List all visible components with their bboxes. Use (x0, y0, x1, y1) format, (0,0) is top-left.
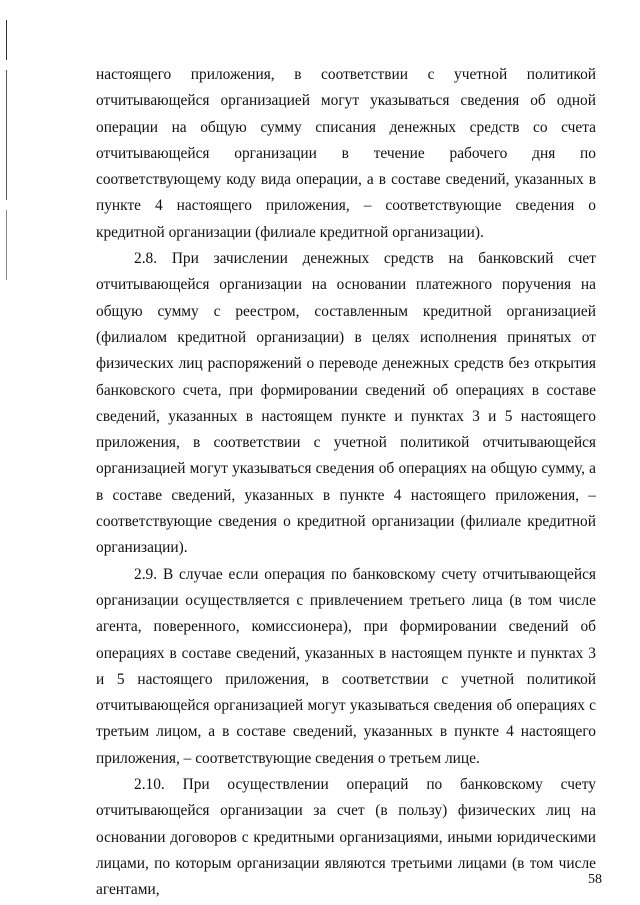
paragraph-text: При зачислении денежных средств на банковский счет отчитывающейся организации на основании платежного поручения на общую сумму с реестром, составленным кредитной организацией (филиалом кредитной организации) в целях исполнения принятых от физических лиц распоряжений о переводе денежных средств без открытия банковского счета, при формировании сведений об операциях в составе сведений, указанных в настоящем пункте и пунктах 3 и 5 настоящего приложения, в соответствии с учетной политикой отчитывающейся организацией могут указываться сведения об операциях на общую сумму, а в составе сведений, указанных в пункте 4 настоящего приложения, – соответствующие сведения о кредитной организации (филиале кредитной организации). (96, 250, 596, 557)
paragraph-continuation (96, 62, 596, 246)
paragraph-number: 2.8. (134, 250, 158, 268)
scan-margin-line (6, 210, 7, 280)
paragraph-2-8 (96, 246, 596, 562)
page-number: 58 (588, 872, 602, 887)
document-body (96, 62, 596, 904)
paragraph-2-9 (96, 562, 596, 772)
paragraph-text: При осуществлении операций по банковскому счету отчитывающейся организации за счет (в пользу) физических лиц на основании договоров с кредитными организациями, иными юридическими лицами, по которым организации являются третьими лицами (в том числе агентами, (96, 776, 596, 899)
paragraph-2-10 (96, 772, 596, 903)
paragraph-text: настоящего приложения, в соответствии с учетной политикой отчитывающейся организацией могут указываться сведения об одной операции на общую сумму списания денежных средств со счета отчитывающейся организации в течение рабочего дня по соответствующему коду вида операции, а в составе сведений, указанных в пункте 4 настоящего приложения, – соответствующие сведения о кредитной организации (филиале кредитной организации). (96, 66, 596, 241)
scan-margin-line (6, 70, 7, 200)
paragraph-text: В случае если операция по банковскому счету отчитывающейся организации осуществляется с привлечением третьего лица (в том числе агента, поверенного, комиссионера), при формировании сведений об операциях в составе сведений, указанных в настоящем пункте и пунктах 3 и 5 настоящего приложения, в соответствии с учетной политикой отчитывающейся организацией могут указываться сведения об операциях с третьим лицом, а в составе сведений, указанных в пункте 4 настоящего приложения, – соответствующие сведения о третьем лице. (96, 565, 596, 767)
scan-margin-line (6, 20, 7, 60)
paragraph-number: 2.10. (134, 776, 165, 794)
paragraph-number: 2.9. (134, 565, 158, 583)
